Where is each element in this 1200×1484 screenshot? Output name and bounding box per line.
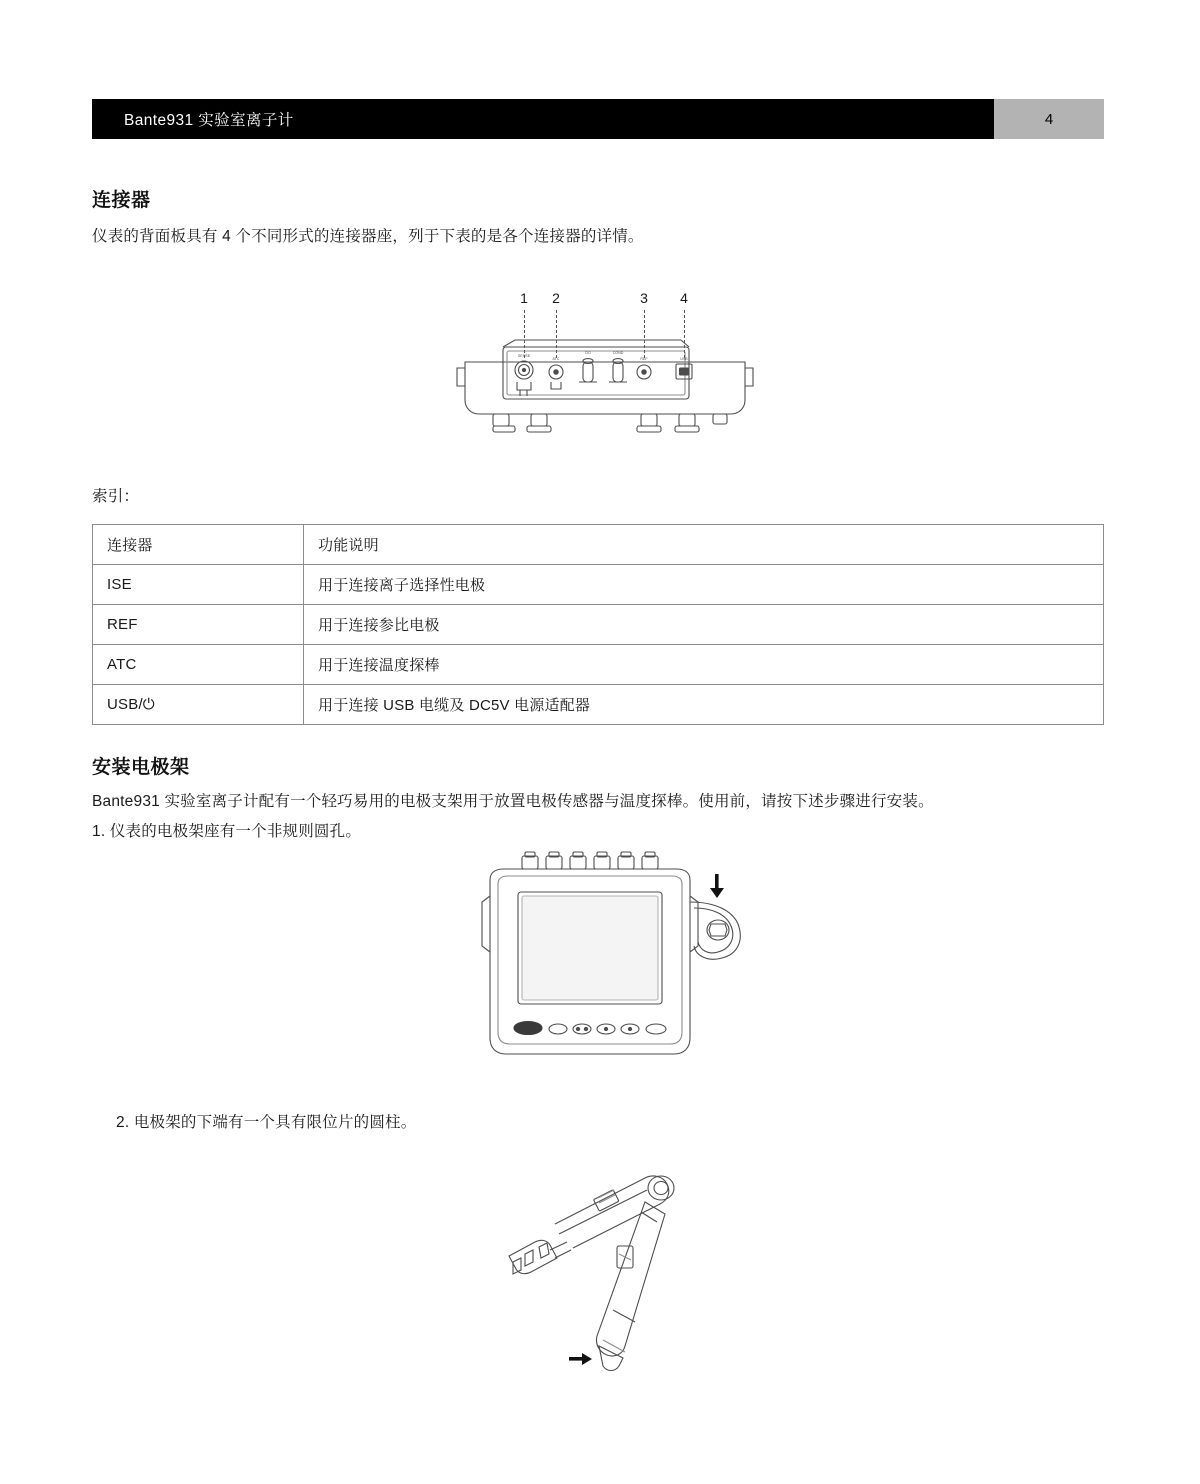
figure-electrode-holder [495,1150,725,1370]
table-header-description: 功能说明 [304,525,1104,565]
table-cell-connector: ATC [93,645,304,685]
rear-panel-drawing [455,290,755,450]
down-arrow-icon [710,874,724,898]
svg-text:USB: USB [680,357,688,361]
callout-leader-2 [556,310,557,358]
section-heading-connector: 连接器 [92,190,151,211]
page-title: Bante931 实验室离子计 [124,112,294,129]
meter-front-drawing [470,850,780,1080]
callout-number-1: 1 [520,290,528,306]
table-row [93,685,1104,725]
table-row [93,565,1104,605]
figure-meter-front [470,850,780,1080]
callout-number-4: 4 [680,290,688,306]
table-cell-connector: REF [93,605,304,645]
section-heading-holder: 安装电极架 [92,757,190,778]
svg-text:COND: COND [612,351,624,355]
table-cell-description: 用于连接参比电极 [304,605,1104,645]
svg-text:ATC: ATC [552,357,560,361]
step-2-text: 2. 电极架的下端有一个具有限位片的圆柱。 [116,1114,417,1131]
svg-text:REF: REF [640,357,648,361]
table-row [93,605,1104,645]
svg-text:SENSE: SENSE [517,354,531,358]
connector-index-table [92,524,1104,725]
callout-leader-4 [684,310,685,358]
index-label: 索引： [92,488,140,505]
table-header-connector: 连接器 [93,525,304,565]
callout-number-2: 2 [552,290,560,306]
section-paragraph-connector: 仪表的背面板具有 4 个不同形式的连接器座，列于下表的是各个连接器的详情。 [92,228,644,245]
header-title-bar [92,99,994,139]
callout-number-3: 3 [640,290,648,306]
table-cell-description: 用于连接离子选择性电极 [304,565,1104,605]
callout-leader-3 [644,310,645,358]
figure-rear-panel [455,290,755,460]
section-paragraph-holder: Bante931 实验室离子计配有一个轻巧易用的电极支架用于放置电极传感器与温度探棒。使用前，请按下述步骤进行安装。 [92,793,934,810]
electrode-holder-drawing [495,1150,725,1375]
svg-text:DO: DO [585,351,591,355]
callout-leader-1 [524,310,525,358]
step-1-text: 1. 仪表的电极架座有一个非规则圆孔。 [92,823,362,840]
table-cell-connector: USB/⏻ [93,685,304,725]
right-arrow-icon [569,1353,592,1365]
table-cell-connector: ISE [93,565,304,605]
table-cell-description: 用于连接温度探棒 [304,645,1104,685]
page-header [92,99,1104,139]
page-number: 4 [994,99,1104,139]
table-header-row [93,525,1104,565]
table-row [93,645,1104,685]
table-cell-description: 用于连接 USB 电缆及 DC5V 电源适配器 [304,685,1104,725]
